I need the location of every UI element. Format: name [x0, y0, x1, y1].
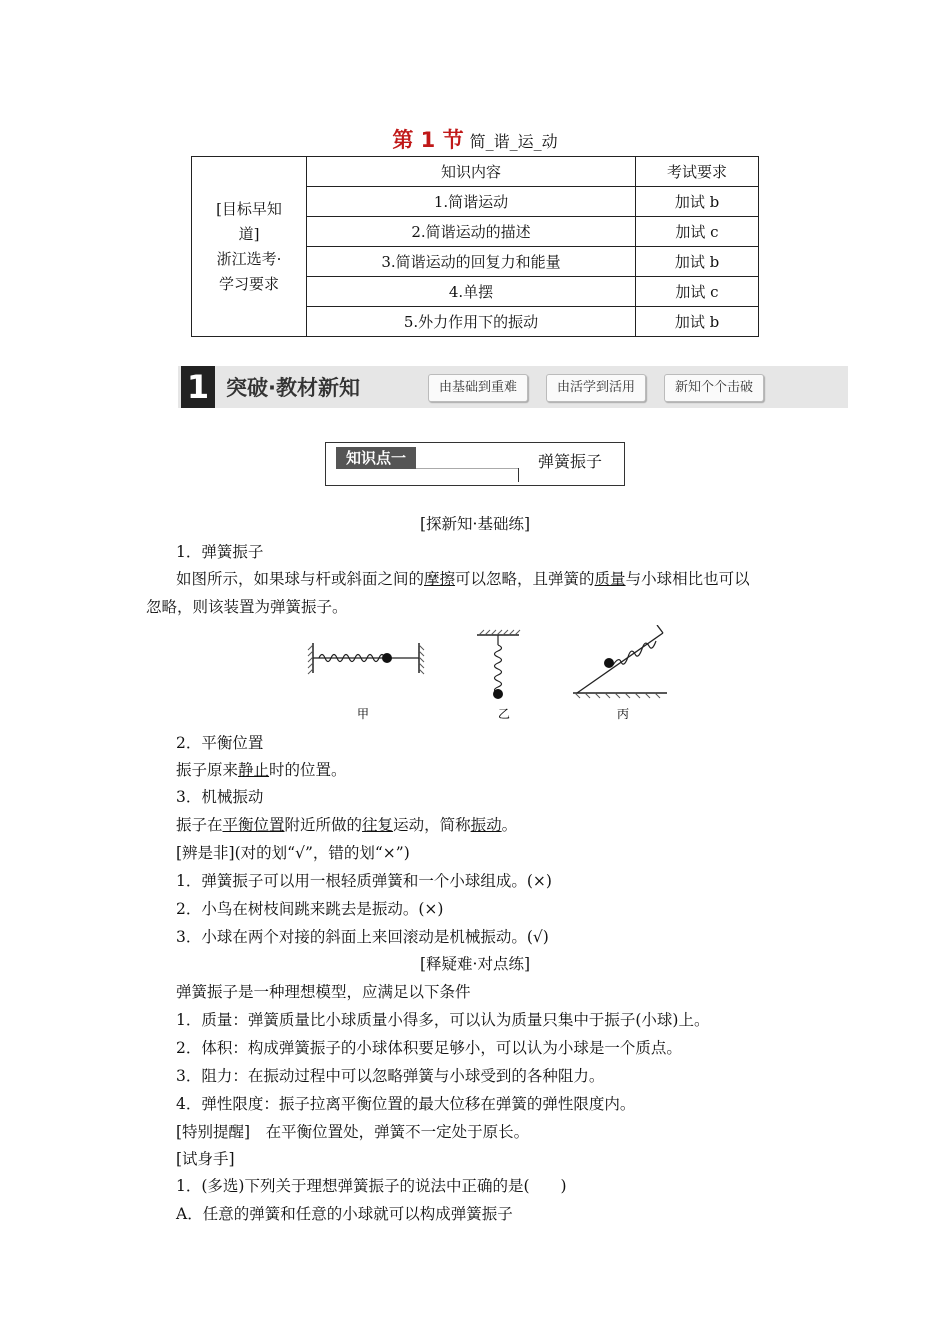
explain-item-3: 3．阻力：在振动过程中可以忽略弹簧与小球受到的各种阻力。: [176, 1067, 605, 1085]
explain-item-2: 2．体积：构成弹簧振子的小球体积要足够小，可以认为小球是一个质点。: [176, 1039, 682, 1057]
p3: 2．平衡位置: [176, 734, 264, 752]
explain-item-4: 4．弹性限度：振子拉离平衡位置的最大位移在弹簧的弹性限度内。: [176, 1095, 636, 1113]
banner-pill-basic: 由基础到重难: [428, 374, 528, 402]
table-row: 5.外力作用下的振动 加试 b: [192, 307, 759, 337]
page-title: [0, 124, 950, 154]
figure-incline-spring: [573, 625, 667, 698]
table-row: 4.单摆 加试 c: [192, 277, 759, 307]
figure-label-yi: 乙: [497, 707, 511, 721]
explain-item-1: 1．质量：弹簧质量比小球质量小得多，可以认为质量只集中于振子(小球)上。: [176, 1011, 710, 1029]
judge-heading: [辨是非](对的划“√”，错的划“×”): [176, 844, 410, 862]
table-row: 1.简谐运动 加试 b: [192, 187, 759, 217]
figure-vertical-spring: [477, 630, 520, 699]
p2-line1: 如图所示，如果球与杆或斜面之间的摩擦可以忽略，且弹簧的质量与小球相比也可以: [176, 570, 750, 588]
judge-item-1: 1．弹簧振子可以用一根轻质弹簧和一个小球组成。(×): [176, 872, 552, 890]
section-topic: 简_谐_运_动: [469, 132, 558, 151]
table-row: 2.简谐运动的描述 加试 c: [192, 217, 759, 247]
banner-title: 突破·教材新知: [226, 376, 360, 400]
table-left-label: [目标早知 道] 浙江选考· 学习要求: [192, 157, 307, 337]
banner-pill-break: 新知个个击破: [664, 374, 764, 402]
knowledge-text: 弹簧振子: [538, 452, 603, 471]
knowledge-tick: [518, 468, 519, 482]
table-header-req: 考试要求: [636, 157, 759, 187]
knowledge-underline: [416, 468, 518, 469]
sec2-heading: [释疑难·对点练]: [419, 955, 531, 973]
section-number: 第 1 节: [392, 128, 464, 152]
knowledge-point-box: [325, 442, 625, 486]
p2-line2: 忽略，则该装置为弹簧振子。: [146, 598, 348, 616]
figure-label-jia: 甲: [356, 707, 370, 721]
p4: 振子原来静止时的位置。: [176, 761, 347, 779]
question-1-option-a: A．任意的弹簧和任意的小球就可以构成弹簧振子: [176, 1205, 513, 1223]
requirements-table: [191, 156, 759, 337]
spring-figure: [305, 625, 685, 725]
explain-intro: 弹簧振子是一种理想模型，应满足以下条件: [176, 983, 471, 1001]
judge-item-2: 2．小鸟在树枝间跳来跳去是振动。(×): [176, 900, 444, 918]
figure-label-bing: 丙: [616, 707, 630, 721]
sec1-heading: [探新知·基础练]: [419, 515, 531, 533]
table-row: 3.简谐运动的回复力和能量 加试 b: [192, 247, 759, 277]
judge-item-3: 3．小球在两个对接的斜面上来回滚动是机械振动。(√): [176, 928, 549, 946]
section-banner: [178, 366, 848, 408]
special-tip: [特别提醒] 在平衡位置处，弹簧不一定处于原长。: [176, 1123, 530, 1141]
p5: 3．机械振动: [176, 788, 264, 806]
question-1: 1．(多选)下列关于理想弹簧振子的说法中正确的是( ): [176, 1177, 567, 1195]
try-heading: [试身手]: [176, 1150, 235, 1168]
banner-pill-apply: 由活学到活用: [546, 374, 646, 402]
p6: 振子在平衡位置附近所做的往复运动，简称振动。: [176, 816, 518, 834]
table-header-content: 知识内容: [307, 157, 636, 187]
banner-number: 1: [181, 366, 215, 408]
p1: 1．弹簧振子: [176, 543, 264, 561]
figure-horizontal-spring: [308, 643, 424, 674]
knowledge-tag: 知识点一: [336, 447, 416, 469]
